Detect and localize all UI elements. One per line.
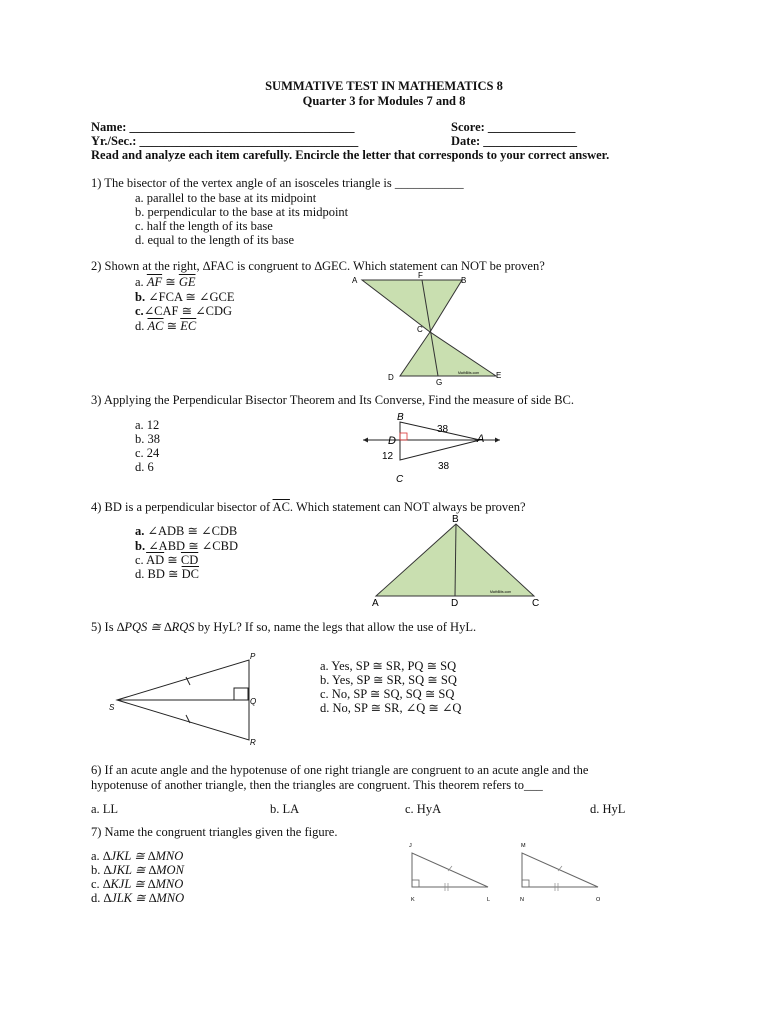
q7-c-letter: c. [91,877,100,891]
q2-a-letter: a. [135,275,144,289]
q1-option-c[interactable]: c. half the length of its base [135,219,273,233]
q7-b-math: ∆JKL ≅ ∆MON [103,863,184,877]
q7-mno-right-angle [522,880,529,887]
q4-a-letter: a. [135,524,145,538]
q4-c-seg2: $\overline{CD}$ [180,553,199,567]
q7-label-l: L [487,897,491,903]
q2-d-letter: d. [135,319,145,333]
q4-d-seg: $\overline{DC}$ [181,567,199,581]
q4-option-d[interactable] [135,567,199,581]
q4-b-letter: b. [135,539,146,553]
q2-option-c[interactable] [135,304,232,318]
q6-option-c[interactable]: c. HyA [405,802,442,816]
q4-stem-post: . Which statement can NOT always be proven? [289,500,526,514]
q7-label-j: J [409,843,412,849]
q4-d-pre: d. BD ≅ [135,567,182,581]
q2-triangle-fac [362,280,462,332]
q2-triangle-gec [400,332,496,376]
instructions: Read and analyze each item carefully. Encircle the letter that corresponds to your correct answer. [91,148,610,162]
q2-a-seg2: $\overline{GE}$ [178,275,196,289]
q5-stem-math: ∆PQS ≅ ∆RQS [116,620,195,634]
q2-label-e: E [496,371,502,380]
q7-figure [400,835,610,910]
q2-a-seg1: $\overline{AF}$ [146,275,163,289]
q4-label-b: B [452,514,459,525]
q7-triangle-jkl [412,853,488,887]
q3-label-d: D [388,435,396,447]
q7-label-k: K [411,897,415,903]
q3-figure [360,408,510,488]
q2-d-seg2: $\overline{EC}$ [180,319,197,333]
q7-option-b[interactable] [91,863,184,877]
q5-label-r: R [250,738,256,747]
q2-option-d[interactable] [135,319,196,333]
q3-label-c: C [396,474,404,485]
date-field[interactable]: Date: _______________ [451,134,578,148]
q5-option-c[interactable]: c. No, SP ≅ SQ, SQ ≅ SQ [320,687,455,701]
q2-b-letter: b. [135,290,146,304]
q3-label-top: 38 [437,424,449,435]
q3-label-bottom: 38 [438,461,450,472]
q2-label-b: B [461,276,467,285]
q3-option-b[interactable]: b. 38 [135,432,160,446]
q5-label-s: S [109,703,115,712]
q7-label-m: M [521,843,526,849]
q2-watermark: MathBits.com [458,371,480,375]
q3-arrow-right [495,438,500,443]
q7-b-letter: b. [91,863,101,877]
q3-label-left: 12 [382,451,394,462]
q7-label-n: N [520,897,524,903]
q3-option-a[interactable]: a. 12 [135,418,160,432]
score-field[interactable]: Score: ______________ [451,120,576,134]
q3-arrow-left [363,438,368,443]
q2-d-seg1: $\overline{AC}$ [147,319,164,333]
q4-stem-seg: $\overline{AC}$ [272,500,290,514]
q2-label-f: F [418,271,423,280]
question-6-stem-line1: 6) If an acute angle and the hypotenuse of one right triangle are congruent to an acute angle and the [91,763,589,777]
q5-label-q: Q [250,697,257,706]
q4-label-a: A [372,598,379,609]
q5-option-d[interactable]: d. No, SP ≅ SR, ∠Q ≅ ∠Q [320,701,462,715]
q6-option-a[interactable]: a. LL [91,802,119,816]
q7-d-letter: d. [91,891,101,905]
q6-option-b[interactable]: b. LA [270,802,300,816]
q4-option-b[interactable] [135,539,238,553]
q4-option-a[interactable] [135,524,237,538]
question-1-stem: 1) The bisector of the vertex angle of an isosceles triangle is ___________ [91,176,464,190]
q5-option-b[interactable]: b. Yes, SP ≅ SR, SQ ≅ SQ [320,673,457,687]
question-6-stem-line2: hypotenuse of another triangle, then the triangles are congruent. This theorem refers to___ [91,778,543,792]
q2-c-letter: c. [135,304,144,318]
q6-option-d[interactable]: d. HyL [590,802,626,816]
q5-right-angle-mark [234,688,248,700]
q5-label-p: P [250,652,256,661]
q2-label-a: A [352,276,358,285]
q4-c-seg1: $\overline{AD}$ [146,553,165,567]
q5-figure [105,648,275,748]
q1-option-a[interactable]: a. parallel to the base at its midpoint [135,191,317,205]
page-subtitle: Quarter 3 for Modules 7 and 8 [302,94,466,108]
q2-b-text: ∠FCA ≅ ∠GCE [145,290,235,304]
q7-triangle-mno [522,853,598,887]
q2-label-d: D [388,373,394,382]
q1-option-b[interactable]: b. perpendicular to the base at its midpoint [135,205,349,219]
q4-option-c[interactable] [135,553,198,567]
q2-c-text: ∠CAF ≅ ∠CDG [143,304,233,318]
page-title: SUMMATIVE TEST IN MATHEMATICS 8 [265,79,503,93]
question-5-stem [91,619,476,635]
q4-c-sym: ≅ [164,553,181,567]
q2-a-sym: ≅ [162,275,179,289]
question-2-stem: 2) Shown at the right, ∆FAC is congruent to ∆GEC. Which statement can NOT be proven? [91,259,545,273]
q2-d-sym: ≅ [163,319,181,333]
q7-option-c[interactable] [91,877,183,891]
q3-option-c[interactable]: c. 24 [135,446,160,460]
q2-label-g: G [436,378,443,387]
q7-label-o: O [596,897,601,903]
q4-figure [370,512,550,612]
q3-label-b: B [397,412,404,423]
q4-stem-pre: 4) BD is a perpendicular bisector of [91,500,273,514]
q7-a-letter: a. [91,849,100,863]
question-7-stem: 7) Name the congruent triangles given the figure. [91,825,338,839]
q1-option-d[interactable]: d. equal to the length of its base [135,233,294,247]
q4-label-c: C [532,598,540,609]
q7-option-d[interactable] [91,891,184,905]
q4-b-text: ∠ABD ≅ ∠CBD [145,539,238,553]
q2-option-b[interactable] [135,290,235,304]
q2-option-a[interactable] [135,275,196,289]
q4-a-text: ∠ADB ≅ ∠CDB [144,524,238,538]
q4-watermark: MathBits.com [490,590,512,594]
q2-figure [350,270,520,390]
q7-a-math: ∆JKL ≅ ∆MNO [102,849,184,863]
name-field[interactable]: Name: ____________________________________ [91,120,355,134]
q7-option-a[interactable] [91,849,183,863]
q3-right-angle-mark [400,433,407,440]
q3-option-d[interactable]: d. 6 [135,460,154,474]
q4-c-pre: c. [135,553,147,567]
q4-label-d: D [451,598,459,609]
q5-stem-post: by HyL? If so, name the legs that allow the use of HyL. [194,620,477,634]
question-3-stem: 3) Applying the Perpendicular Bisector Theorem and Its Converse, Find the measure of side BC. [91,393,575,407]
q5-option-a[interactable]: a. Yes, SP ≅ SR, PQ ≅ SQ [320,659,457,673]
q7-d-math: ∆JLK ≅ ∆MNO [103,891,185,905]
yrsec-field[interactable]: Yr./Sec.: ___________________________________ [91,134,359,148]
q2-label-c: C [417,325,423,334]
q3-label-a: A [477,433,485,445]
q7-c-math: ∆KJL ≅ ∆MNO [102,877,184,891]
q7-jkl-right-angle [412,880,419,887]
q5-stem-pre: 5) Is [91,620,117,634]
